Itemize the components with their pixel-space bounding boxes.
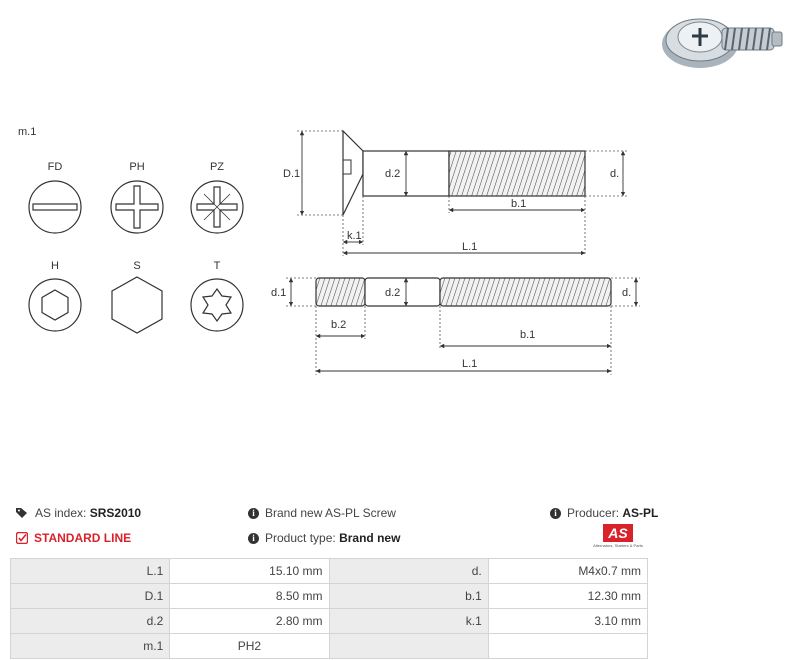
table-row	[11, 559, 648, 584]
dim-label-b1-top: b.1	[511, 198, 527, 210]
tags-icon	[16, 507, 29, 519]
head-label-h: H	[51, 260, 59, 272]
producer-logo	[586, 524, 650, 549]
spec-value: 15.10 mm	[170, 559, 329, 584]
dim-label-d-top: d.	[610, 168, 620, 180]
torx-head-icon	[191, 279, 243, 331]
dim-label-b2: b.2	[331, 319, 347, 331]
head-label-fd: FD	[47, 161, 63, 173]
head-label-t: T	[213, 260, 221, 272]
slotted-head-icon	[29, 181, 81, 233]
producer-value: AS-PL	[622, 506, 659, 520]
head-label-s: S	[133, 260, 141, 272]
description-text: Brand new AS-PL Screw	[265, 506, 396, 520]
standard-line-label: STANDARD LINE	[34, 531, 132, 545]
spec-value: 2.80 mm	[170, 609, 329, 634]
spec-key: D.1	[11, 584, 170, 609]
table-row	[11, 634, 648, 659]
spec-key: d.2	[11, 609, 170, 634]
stud-bolt-drawing	[271, 278, 640, 375]
producer-label: Producer:	[567, 506, 620, 520]
info-icon: i	[248, 508, 259, 519]
spec-value: M4x0.7 mm	[488, 559, 647, 584]
spec-key: d.	[329, 559, 488, 584]
dim-label-L1-bottom: L.1	[462, 358, 478, 370]
product-type-label: Product type:	[265, 531, 336, 545]
as-index-label: AS index:	[35, 506, 87, 520]
phillips-head-icon	[111, 181, 163, 233]
m1-label: m.1	[18, 126, 37, 138]
table-row	[11, 584, 648, 609]
as-index-value: SRS2010	[89, 506, 142, 520]
dim-label-d2-top: d.2	[385, 168, 401, 180]
product-type-value: Brand new	[339, 531, 401, 545]
checkbox-checked-icon	[16, 532, 28, 544]
spec-key: m.1	[11, 634, 170, 659]
dim-label-L1-top: L.1	[462, 241, 478, 253]
as-logo-text: AS	[603, 524, 632, 542]
description-row	[248, 506, 396, 520]
pozidriv-head-icon	[191, 181, 243, 233]
table-row	[11, 609, 648, 634]
info-icon: i	[550, 508, 561, 519]
spec-key: k.1	[329, 609, 488, 634]
dim-label-d2-bottom: d.2	[385, 287, 401, 299]
producer-row	[550, 506, 658, 520]
spec-value: 3.10 mm	[488, 609, 647, 634]
spec-value: 8.50 mm	[170, 584, 329, 609]
head-label-ph: PH	[129, 161, 145, 173]
hex-socket-head-icon	[29, 279, 81, 331]
standard-line-row	[16, 531, 131, 545]
spec-value: 12.30 mm	[488, 584, 647, 609]
spec-table	[10, 558, 648, 659]
dim-label-k1: k.1	[347, 230, 362, 242]
spec-value: PH2	[170, 634, 329, 659]
as-logo-tagline: Alternators, Starters & Parts	[593, 543, 643, 548]
spec-key: b.1	[329, 584, 488, 609]
spec-value	[488, 634, 647, 659]
spec-key: L.1	[11, 559, 170, 584]
dim-label-b1-bottom: b.1	[520, 329, 536, 341]
hex-head-icon	[112, 277, 162, 333]
dim-label-D1: D.1	[283, 168, 301, 180]
head-label-pz: PZ	[209, 161, 225, 173]
dim-label-d1: d.1	[271, 287, 287, 299]
countersunk-screw-drawing	[283, 131, 627, 256]
product-type-row	[248, 531, 400, 545]
as-index-row	[16, 506, 141, 520]
dim-label-d-bottom: d.	[622, 287, 632, 299]
product-photo	[662, 19, 782, 68]
info-icon: i	[248, 533, 259, 544]
spec-key	[329, 634, 488, 659]
